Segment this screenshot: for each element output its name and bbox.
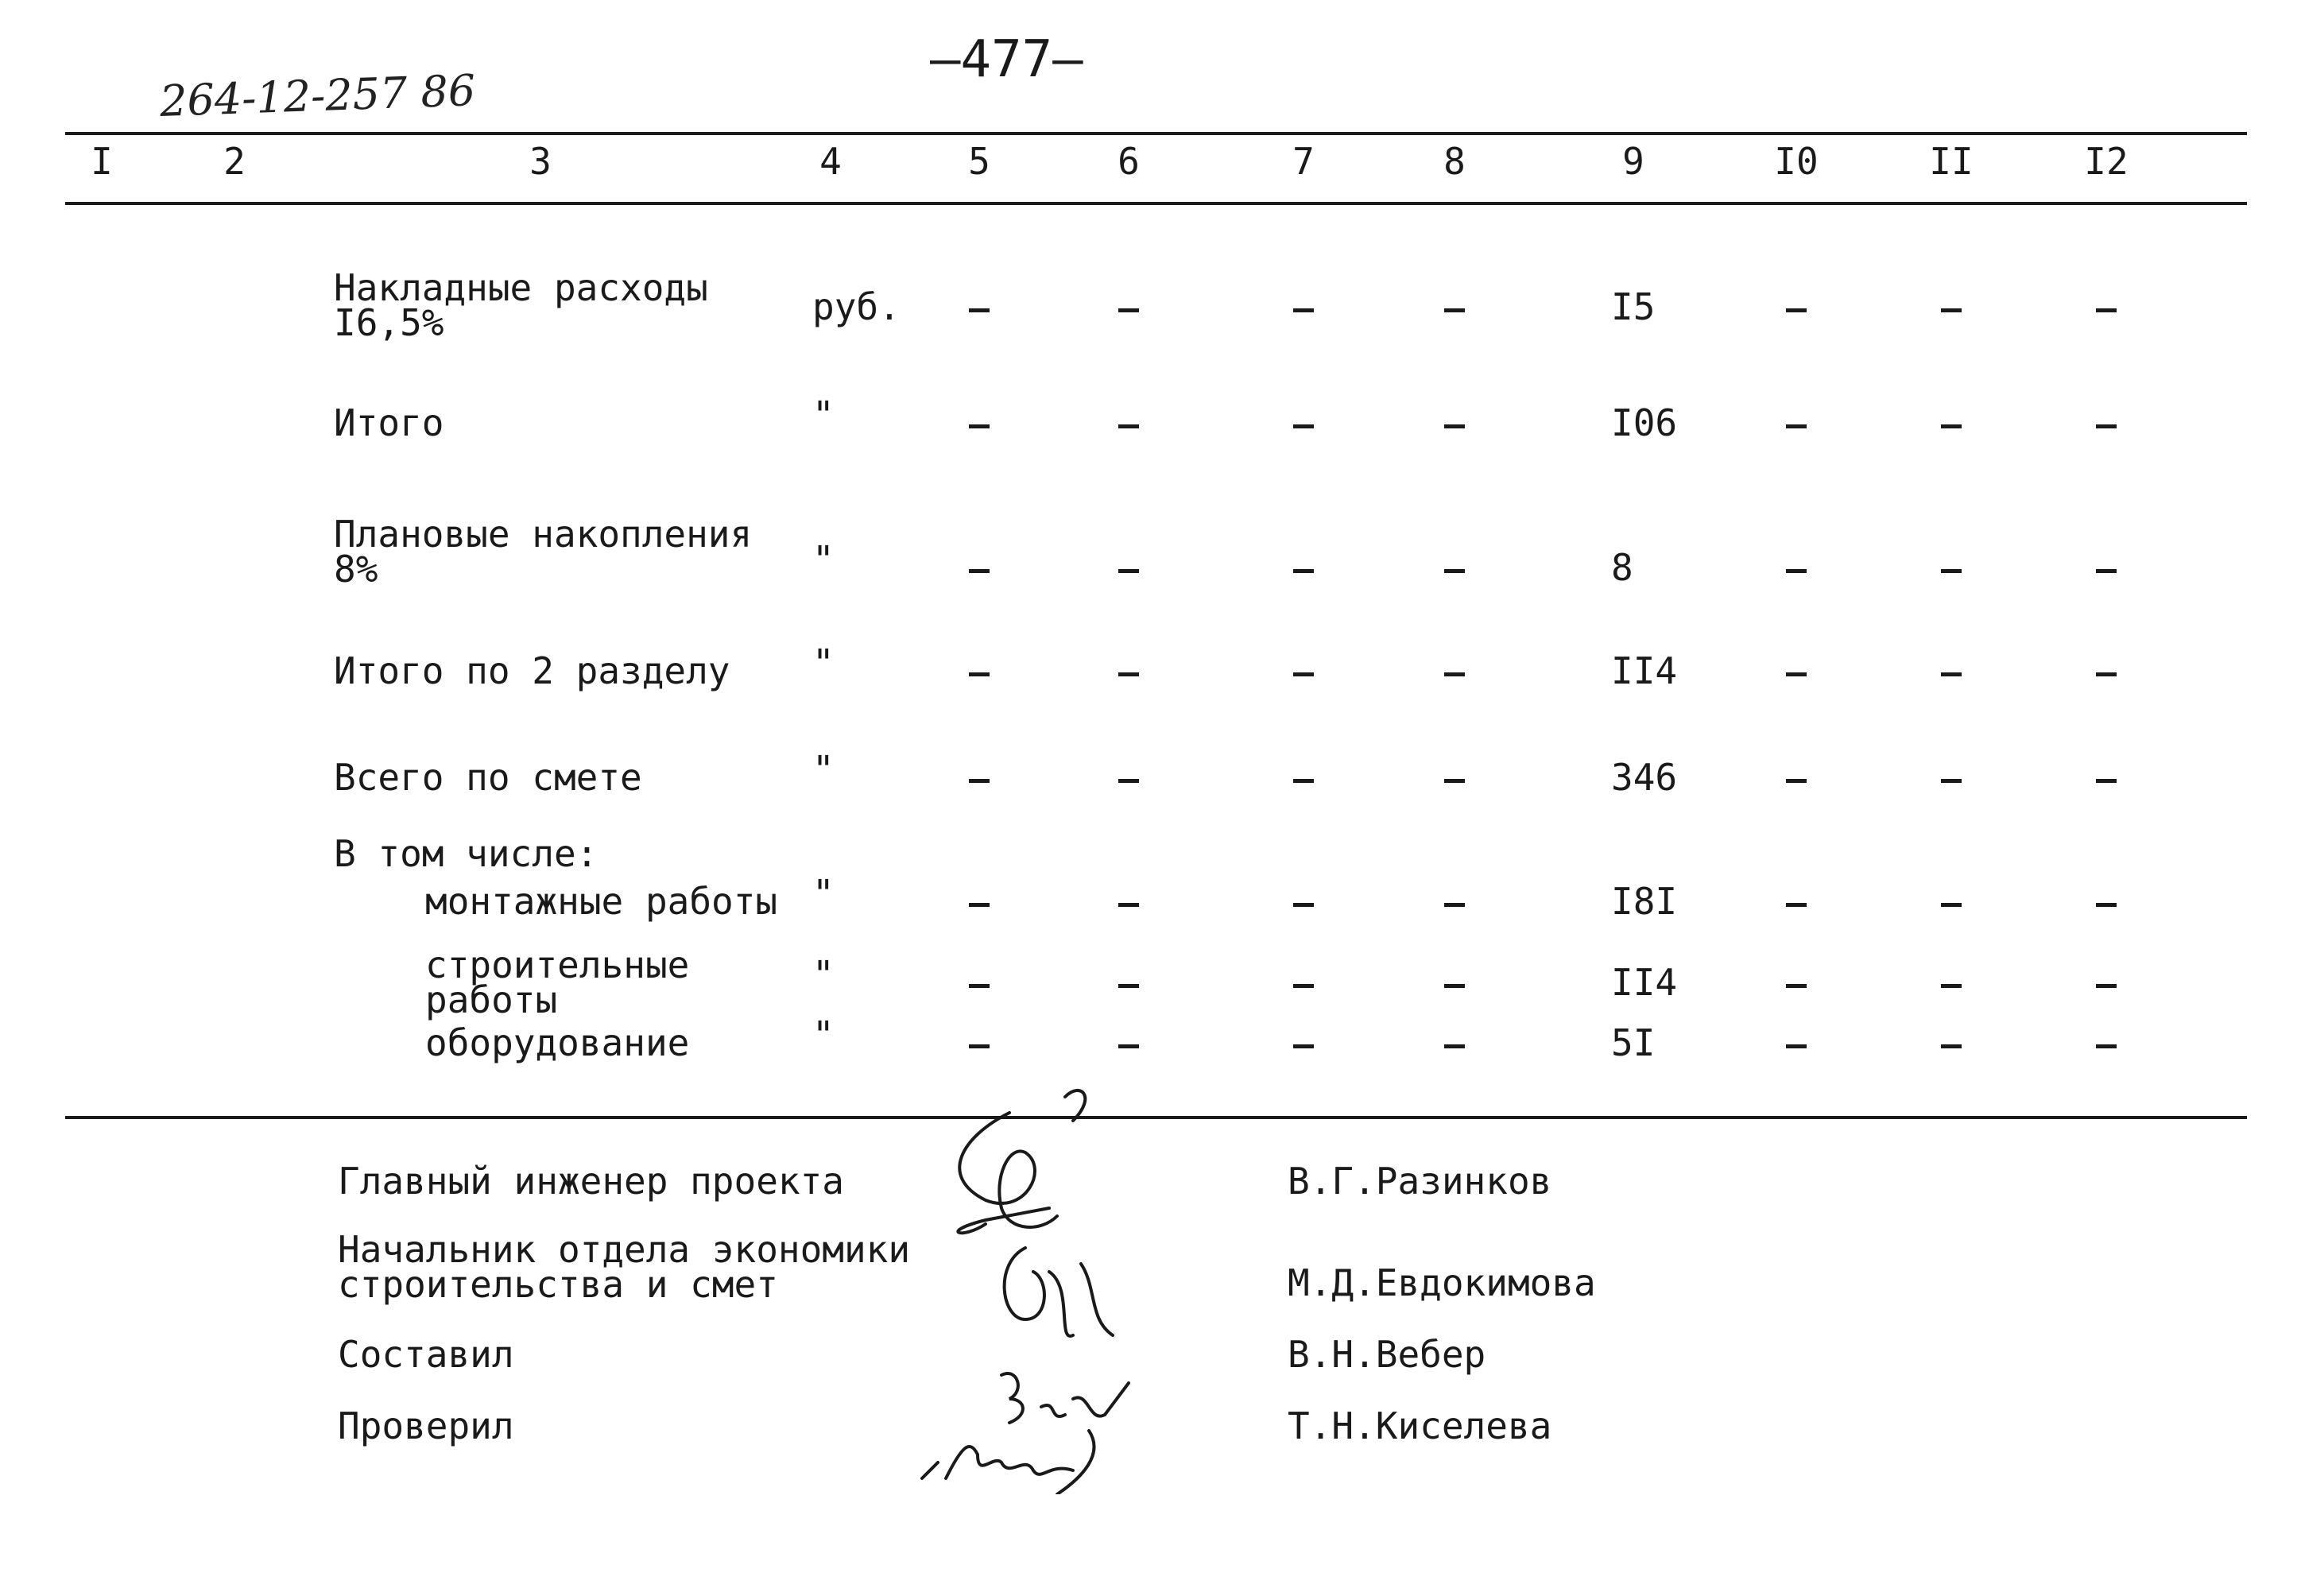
dash-cell — [2096, 569, 2117, 573]
dash-cell — [1118, 984, 1139, 988]
dash-cell — [1941, 424, 1962, 428]
dash-cell — [1786, 903, 1807, 907]
signatory-role: Главный инженер проекта — [338, 1160, 844, 1203]
dash-cell — [1293, 1044, 1314, 1048]
dash-cell — [1941, 308, 1962, 312]
dash-cell — [1786, 779, 1807, 783]
row-label: Накладные расходы I6,5% — [334, 266, 708, 344]
value-cell: I5 — [1611, 285, 1656, 328]
row-label: Плановые накопления 8% — [334, 513, 753, 591]
dash-cell — [1786, 984, 1807, 988]
unit-cell: " — [812, 393, 835, 436]
value-cell: I8I — [1611, 880, 1678, 923]
signatory-name: М.Д.Евдокимова — [1288, 1261, 1596, 1304]
header-top-rule — [65, 132, 2247, 135]
column-header: I2 — [2084, 140, 2129, 183]
dash-cell — [1444, 308, 1465, 312]
dash-cell — [1941, 569, 1962, 573]
dash-cell — [1444, 903, 1465, 907]
unit-cell: " — [812, 872, 835, 915]
dash-cell — [1293, 569, 1314, 573]
page-number: —477— — [930, 30, 1083, 89]
signatory-role: Составил — [338, 1333, 514, 1376]
dash-cell — [2096, 984, 2117, 988]
dash-cell — [1941, 672, 1962, 676]
value-cell: 5I — [1611, 1021, 1656, 1064]
row-label: оборудование — [425, 1021, 690, 1064]
dash-cell — [1444, 984, 1465, 988]
dash-cell — [1293, 672, 1314, 676]
dash-cell — [1941, 984, 1962, 988]
dash-cell — [1444, 569, 1465, 573]
dash-cell — [1118, 569, 1139, 573]
column-header: I — [91, 140, 113, 183]
dash-cell — [969, 779, 990, 783]
column-header: 8 — [1443, 140, 1466, 183]
signatory-name: В.Г.Разинков — [1288, 1160, 1552, 1203]
row-label: монтажные работы — [425, 880, 778, 923]
column-header: 4 — [819, 140, 842, 183]
dash-cell — [1444, 1044, 1465, 1048]
column-header: II — [1929, 140, 1974, 183]
value-cell: 346 — [1611, 756, 1678, 799]
dash-cell — [969, 308, 990, 312]
dash-cell — [969, 424, 990, 428]
dash-cell — [2096, 424, 2117, 428]
unit-cell: " — [812, 953, 835, 996]
dash-cell — [1786, 1044, 1807, 1048]
dash-cell — [1293, 779, 1314, 783]
value-cell: II4 — [1611, 961, 1678, 1004]
header-bottom-rule — [65, 202, 2247, 205]
value-cell: I06 — [1611, 401, 1678, 444]
value-cell: 8 — [1611, 546, 1633, 589]
dash-cell — [969, 672, 990, 676]
value-cell: II4 — [1611, 649, 1678, 692]
dash-cell — [1293, 308, 1314, 312]
dash-cell — [1941, 1044, 1962, 1048]
dash-cell — [1444, 424, 1465, 428]
dash-cell — [1941, 779, 1962, 783]
row-label: строительные работы — [425, 943, 690, 1021]
row-label: В том числе: — [334, 832, 598, 875]
dash-cell — [969, 984, 990, 988]
dash-cell — [2096, 308, 2117, 312]
dash-cell — [1118, 1044, 1139, 1048]
dash-cell — [2096, 779, 2117, 783]
unit-cell: " — [812, 538, 835, 581]
dash-cell — [1118, 779, 1139, 783]
row-label: Итого — [334, 401, 444, 444]
column-header: I0 — [1774, 140, 1819, 183]
dash-cell — [1118, 672, 1139, 676]
unit-cell: " — [812, 1013, 835, 1056]
signatory-role: Начальник отдела экономики строительства и смет — [338, 1228, 911, 1306]
dash-cell — [1293, 424, 1314, 428]
dash-cell — [969, 569, 990, 573]
dash-cell — [2096, 672, 2117, 676]
dash-cell — [1444, 672, 1465, 676]
dash-cell — [1118, 308, 1139, 312]
column-header: 7 — [1292, 140, 1315, 183]
dash-cell — [1786, 424, 1807, 428]
column-header: 9 — [1622, 140, 1644, 183]
dash-cell — [1786, 672, 1807, 676]
row-label: Итого по 2 разделу — [334, 649, 730, 692]
signatory-role: Проверил — [338, 1404, 514, 1447]
handwritten-signatures — [890, 1081, 1224, 1494]
signatory-name: В.Н.Вебер — [1288, 1333, 1486, 1376]
dash-cell — [2096, 1044, 2117, 1048]
dash-cell — [1786, 308, 1807, 312]
unit-cell: " — [812, 641, 835, 684]
dash-cell — [1118, 424, 1139, 428]
row-label: Всего по смете — [334, 756, 642, 799]
signatory-name: Т.Н.Киселева — [1288, 1404, 1552, 1447]
document-code: 264-12-257 86 — [159, 65, 477, 126]
dash-cell — [1118, 903, 1139, 907]
dash-cell — [1941, 903, 1962, 907]
dash-cell — [2096, 903, 2117, 907]
dash-cell — [1786, 569, 1807, 573]
dash-cell — [969, 1044, 990, 1048]
dash-cell — [969, 903, 990, 907]
column-header: 2 — [223, 140, 246, 183]
unit-cell: руб. — [812, 285, 901, 328]
unit-cell: " — [812, 748, 835, 791]
dash-cell — [1293, 984, 1314, 988]
column-header: 3 — [529, 140, 552, 183]
dash-cell — [1293, 903, 1314, 907]
dash-cell — [1444, 779, 1465, 783]
column-header: 5 — [968, 140, 990, 183]
column-header: 6 — [1118, 140, 1140, 183]
